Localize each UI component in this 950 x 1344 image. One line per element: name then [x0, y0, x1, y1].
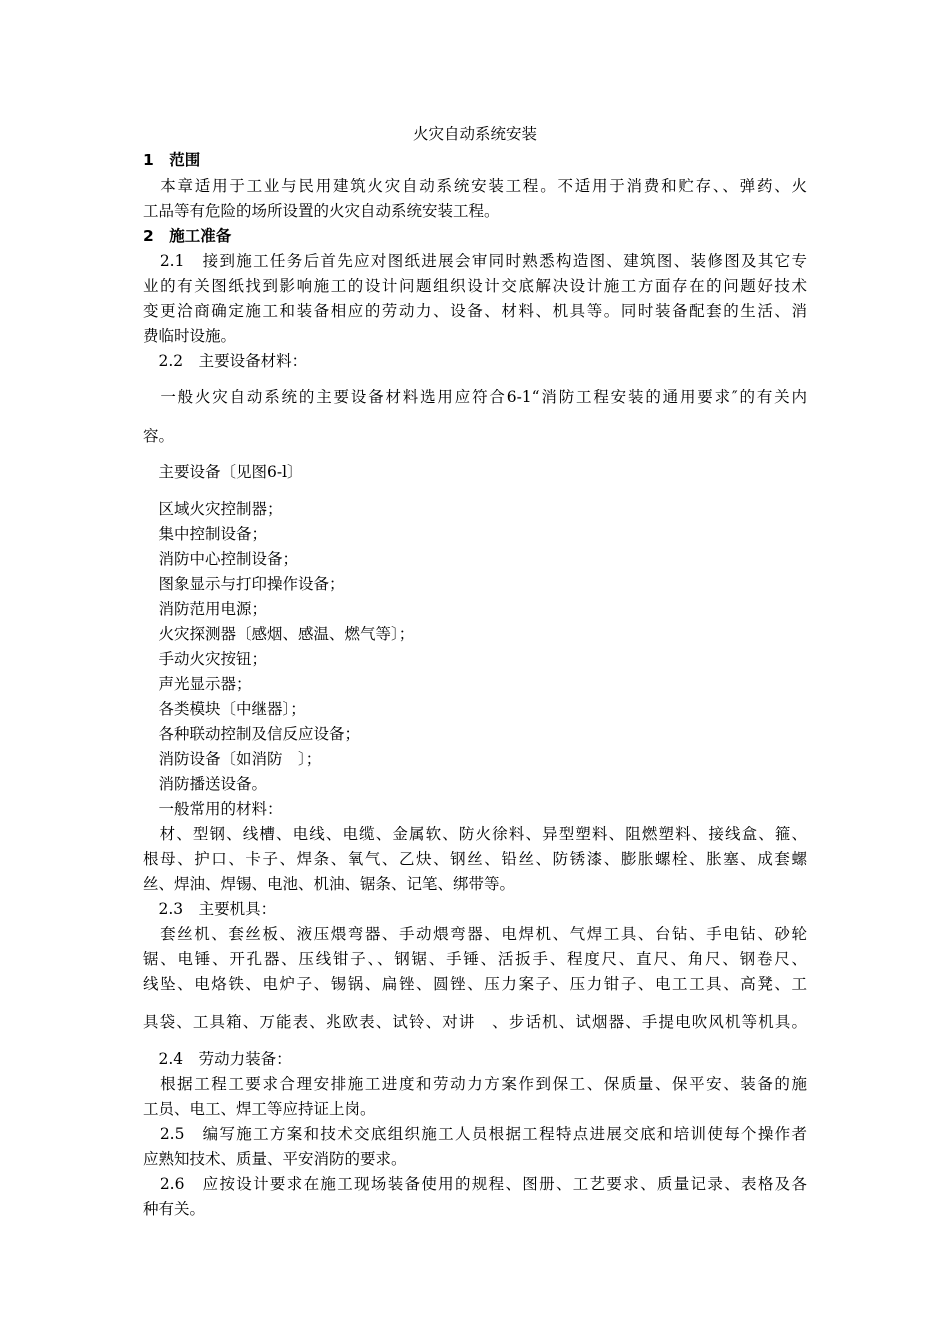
equipment-item: 各种联动控制及信反应设备；: [143, 725, 361, 743]
p23-title: 2.3 主要机具：: [143, 900, 277, 918]
equipment-item: 手动火灾按钮；: [143, 650, 268, 668]
p24-line-1: 根据工程工要求合理安排施工进度和劳动力方案作到保工、保质量、保平安、装备的施: [143, 1075, 807, 1093]
p21-line-2: 业的有关图纸找到影响施工的设计问题组织设计交底解决设计施工方面存在的问题好技术: [143, 277, 807, 295]
p24-line-2: 工员、电工、焊工等应持证上岗。: [143, 1100, 376, 1118]
scope-line-1: 本章适用于工业与民用建筑火灾自动系统安装工程。不适用于消费和贮存、、弹药、火: [143, 177, 807, 195]
p26-line-2: 种有关。: [143, 1200, 206, 1218]
p22-title: 2.2 主要设备材料：: [143, 352, 308, 370]
document-title: 火灾自动系统安装: [412, 125, 537, 143]
equipment-item: 火灾探测器〔感烟、感温、燃气等〕；: [143, 625, 415, 643]
equipment-item: 声光显示器；: [143, 675, 252, 693]
scope-line-2: 工品等有危险的场所设置的火灾自动系统安装工程。: [143, 202, 500, 220]
p24-title: 2.4 劳动力装备：: [143, 1050, 292, 1068]
materials-title: 一般常用的材料：: [143, 800, 283, 818]
p21-line-3: 变更洽商确定施工和装备相应的劳动力、设备、材料、机具等。同时装备配套的生活、消: [143, 302, 807, 320]
equipment-item: 消防设备〔如消防 〕；: [143, 750, 322, 768]
p25-line-2: 应熟知技术、质量、平安消防的要求。: [143, 1150, 407, 1168]
p26-line-1: 2.6 应按设计要求在施工现场装备使用的规程、图册、工艺要求、质量记录、表格及各: [143, 1175, 807, 1193]
p21-line-1: 2.1 接到施工任务后首先应对图纸进展会审同时熟悉构造图、建筑图、装修图及其它专: [143, 252, 807, 270]
equipment-item: 区域火灾控制器；: [143, 500, 283, 518]
p23-line-2: 锯、电锤、开孔器、压线钳子、、钢锯、手锤、活扳手、程度尺、直尺、角尺、钢卷尺、: [143, 950, 807, 968]
materials-line-2: 根母、护口、卡子、焊条、氧气、乙炔、钢丝、铅丝、防锈漆、膨胀螺栓、胀塞、成套螺: [143, 850, 807, 868]
equipment-title: 主要设备〔见图6-l〕: [143, 463, 303, 481]
heading-scope: 1 范围: [143, 151, 201, 169]
p21-line-4: 费临时设施。: [143, 327, 237, 345]
equipment-item: 消防播送设备。: [143, 775, 268, 793]
p25-line-1: 2.5 编写施工方案和技术交底组织施工人员根据工程特点进展交底和培训使每个操作者: [143, 1125, 807, 1143]
heading-preparation: 2 施工准备: [143, 227, 232, 245]
materials-line-1: 材、型钢、线槽、电线、电缆、金属软、防火徐料、异型塑料、阻燃塑料、接线盒、箍、: [143, 825, 807, 843]
p23-line-3: 线坠、电烙铁、电炉子、锡锅、扁锉、圆锉、压力案子、压力钳子、电工工具、高凳、工: [143, 975, 807, 993]
equipment-item: 消防范用电源；: [143, 600, 268, 618]
p23-line-1: 套丝机、套丝板、液压煨弯器、手动煨弯器、电焊机、气焊工具、台钻、手电钻、砂轮: [143, 925, 807, 943]
equipment-item: 图象显示与打印操作设备；: [143, 575, 345, 593]
p23-line-4: 具袋、工具箱、万能表、兆欧表、试铃、对讲 、步话机、试烟器、手提电吹风机等机具。: [143, 1013, 807, 1031]
p22-line-2: 容。: [143, 427, 175, 445]
equipment-item: 各类模块〔中继器〕；: [143, 700, 306, 718]
p22-line-1: 一般火灾自动系统的主要设备材料选用应符合6-1“消防工程安装的通用要求″的有关内: [143, 388, 807, 406]
materials-line-3: 丝、焊油、焊锡、电池、机油、锯条、记笔、绑带等。: [143, 875, 516, 893]
equipment-item: 集中控制设备；: [143, 525, 268, 543]
equipment-item: 消防中心控制设备；: [143, 550, 299, 568]
